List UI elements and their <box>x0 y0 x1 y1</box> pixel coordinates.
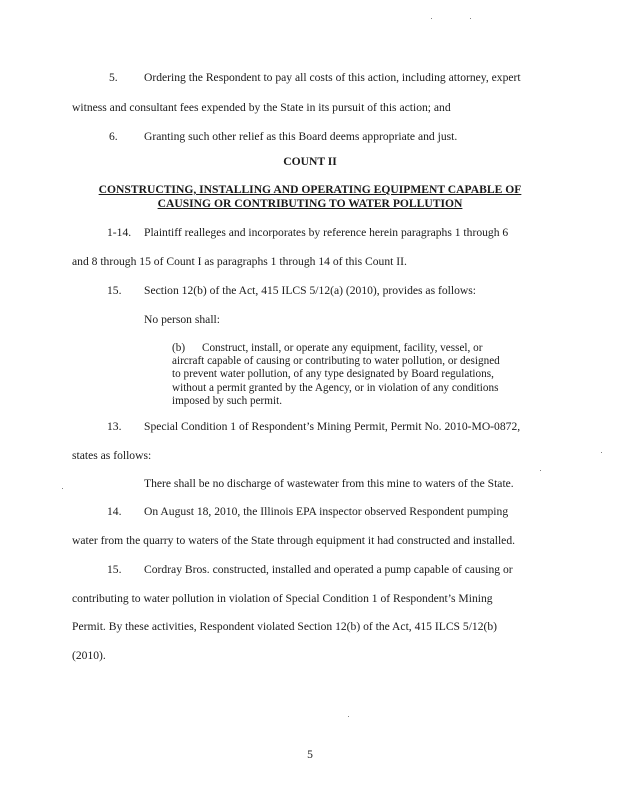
para-14-number: 14. <box>107 505 122 518</box>
quote-line2: aircraft capable of causing or contributing to water pollution, or designed <box>172 355 500 368</box>
para-14-line2: water from the quarry to waters of the State through equipment it had constructed and installed. <box>72 534 516 547</box>
scan-speck <box>348 716 349 717</box>
quote-line3: to prevent water pollution, of any type designated by Board regulations, <box>172 368 494 381</box>
count-subtitle-line1: CONSTRUCTING, INSTALLING AND OPERATING EQUIPMENT CAPABLE OF <box>98 183 522 196</box>
scan-speck <box>540 470 541 471</box>
item-5-line2: witness and consultant fees expended by the State in its pursuit of this action; and <box>72 101 451 114</box>
no-discharge-condition: There shall be no discharge of wastewater from this mine to waters of the State. <box>144 477 514 490</box>
para-15b-line2: contributing to water pollution in violation of Special Condition 1 of Respondent’s Mining <box>72 592 493 605</box>
scan-speck <box>601 452 602 453</box>
quote-label: (b) <box>172 342 186 354</box>
statute-quote <box>172 342 542 408</box>
para-15b-line4: (2010). <box>72 649 106 662</box>
count-subtitle-line2: CAUSING OR CONTRIBUTING TO WATER POLLUTION <box>157 197 463 210</box>
page-number: 5 <box>307 748 313 761</box>
item-5-number: 5. <box>109 71 118 84</box>
para-1-14-line2: and 8 through 15 of Count I as paragraphs 1 through 14 of this Count II. <box>72 255 407 268</box>
quote-line1: Construct, install, or operate any equipment, facility, vessel, or <box>202 342 483 354</box>
item-5-line1: Ordering the Respondent to pay all costs of this action, including attorney, expert <box>144 71 521 84</box>
para-13-number: 13. <box>107 420 122 433</box>
para-14-line1: On August 18, 2010, the Illinois EPA inspector observed Respondent pumping <box>144 505 509 518</box>
para-13-line1: Special Condition 1 of Respondent’s Mining Permit, Permit No. 2010-MO-0872, <box>144 420 521 433</box>
scan-speck <box>470 18 471 19</box>
para-1-14-line1: Plaintiff realleges and incorporates by reference herein paragraphs 1 through 6 <box>144 226 509 239</box>
para-15-text: Section 12(b) of the Act, 415 ILCS 5/12(a) (2010), provides as follows: <box>144 284 476 297</box>
quote-line5: imposed by such permit. <box>172 394 282 407</box>
quote-line4: without a permit granted by the Agency, or in violation of any conditions <box>172 381 499 394</box>
scan-speck <box>431 18 432 19</box>
para-13-line2: states as follows: <box>72 449 152 462</box>
no-person-shall: No person shall: <box>144 313 220 326</box>
para-15-number: 15. <box>107 284 122 297</box>
item-6-text: Granting such other relief as this Board deems appropriate and just. <box>144 130 458 143</box>
para-1-14-number: 1-14. <box>107 226 132 239</box>
para-15b-line1: Cordray Bros. constructed, installed and operated a pump capable of causing or <box>144 563 513 576</box>
item-6-number: 6. <box>109 130 118 143</box>
para-15b-line3: Permit. By these activities, Respondent violated Section 12(b) of the Act, 415 ILCS 5/12(b) <box>72 620 498 633</box>
count-title: COUNT II <box>283 155 337 168</box>
para-15b-number: 15. <box>107 563 122 576</box>
scan-speck <box>62 488 63 489</box>
